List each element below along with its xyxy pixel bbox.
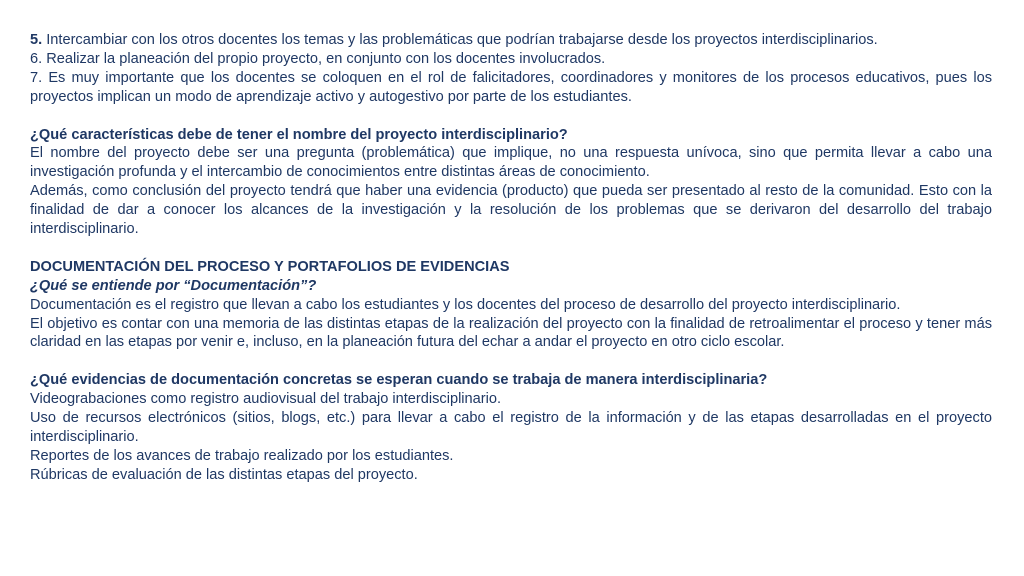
evidencias-item: Videograbaciones como registro audiovisual del trabajo interdisciplinario. xyxy=(30,391,502,408)
list-item-6: 6. Realizar la planeación del propio proyecto, en conjunto con los docentes involucrados. xyxy=(30,50,606,67)
list-item-5-text: Intercambiar con los otros docentes los temas y las problemáticas que podrían trabajarse desde los proyectos interdisciplinarios. xyxy=(42,32,878,48)
spacer xyxy=(30,352,992,371)
nombre-paragraph-2: Además, como conclusión del proyecto tendrá que haber una evidencia (producto) que pueda ser presentado al resto de la comunidad. Esto con la finalidad de dar a conocer los alcances de la investigación y la resolución de los problemas que se derivaron del desarrollo del trabajo interdisciplinario. xyxy=(30,183,992,238)
evidencias-question: ¿Qué evidencias de documentación concretas se esperan cuando se trabaja de manera interdisciplinaria? xyxy=(30,372,768,389)
documentacion-heading: DOCUMENTACIÓN DEL PROCESO Y PORTAFOLIOS DE EVIDENCIAS xyxy=(30,258,510,275)
documentacion-question: ¿Qué se entiende por “Documentación”? xyxy=(30,277,317,294)
evidencias-item: Rúbricas de evaluación de las distintas etapas del proyecto. xyxy=(30,466,418,483)
nombre-question: ¿Qué características debe de tener el nombre del proyecto interdisciplinario? xyxy=(30,126,568,143)
documentacion-paragraph-1: Documentación es el registro que llevan a cabo los estudiantes y los docentes del proceso de desarrollo del proyecto interdisciplinario. xyxy=(30,296,901,313)
evidencias-item: Uso de recursos electrónicos (sitios, blogs, etc.) para llevar a cabo el registro de la información y de las etapas desarrolladas en el proyecto interdisciplinario. xyxy=(30,410,992,445)
spacer xyxy=(30,239,992,258)
list-item-5-number: 5. xyxy=(30,32,43,48)
evidencias-item: Reportes de los avances de trabajo realizado por los estudiantes. xyxy=(30,447,454,464)
slide-content xyxy=(30,31,992,485)
spacer xyxy=(30,107,992,126)
list-item-5 xyxy=(30,31,992,50)
list-item-7: 7. Es muy importante que los docentes se coloquen en el rol de falicitadores, coordinadores y monitores de los procesos educativos, pues los proyectos implican un modo de aprendizaje activo y autogestivo por parte de los estudiantes. xyxy=(30,69,992,105)
nombre-paragraph-1: El nombre del proyecto debe ser una pregunta (problemática) que implique, no una respuesta unívoca, sino que permita llevar a cabo una investigación profunda y el intercambio de conocimientos entre distintas áreas de conocimiento. xyxy=(30,145,992,181)
documentacion-paragraph-2: El objetivo es contar con una memoria de las distintas etapas de la realización del proyecto con la finalidad de retroalimentar el proceso y tener más claridad en las etapas por venir e, incluso, en la planeación futura del echar a andar el proyecto en otro ciclo escolar. xyxy=(30,315,992,351)
